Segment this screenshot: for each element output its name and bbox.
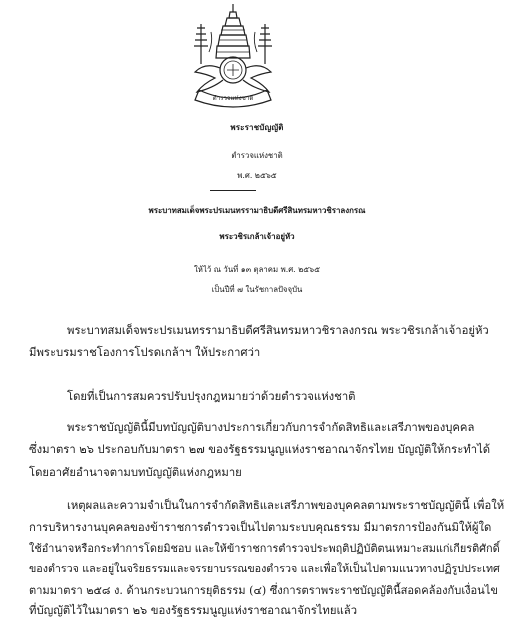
king-name-line-2: พระวชิรเกล้าเจ้าอยู่หัว xyxy=(219,232,295,241)
paragraph-3-line: พระราชบัญญัตินี้มีบทบัญญัติบางประการเกี่ยวกับการจำกัดสิทธิและเสรีภาพของบุคคล xyxy=(67,421,475,434)
paragraph-4-line: ใช้อำนาจหรือกระทำการโดยมิชอบ และให้ข้าราชการตำรวจประพฤติปฏิบัติตนเหมาะสมแก่เกียรติศักดิ์ xyxy=(29,542,500,555)
document-year: พ.ศ. ๒๕๖๕ xyxy=(237,171,277,180)
emblem-ribbon-text: ตำรวจแห่งชาติ xyxy=(212,95,254,102)
document-title: พระราชบัญญัติ xyxy=(230,123,284,132)
royal-emblem-icon xyxy=(187,2,279,108)
king-name-line-1: พระบาทสมเด็จพระปรเมนทรรามาธิบดีศรีสินทรมหาวชิราลงกรณ xyxy=(148,206,366,215)
document-subtitle: ตำรวจแห่งชาติ xyxy=(231,151,283,160)
paragraph-4-line: ตามมาตรา ๒๕๘ ง. ด้านกระบวนการยุติธรรม (๔) ซึ่งการตราพระราชบัญญัตินี้สอดคล้องกับเงื่อนไข xyxy=(29,584,498,597)
reign-year: เป็นปีที่ ๗ ในรัชกาลปัจจุบัน xyxy=(211,285,303,294)
paragraph-4-line: ของตำรวจ และอยู่ในจริยธรรมและจรรยาบรรณของตำรวจ และเพื่อให้เป็นไปตามแนวทางปฏิรูปประเทศ xyxy=(29,562,500,575)
paragraph-1-line: มีพระบรมราชโองการโปรดเกล้าฯ ให้ประกาศว่า xyxy=(29,346,261,359)
paragraph-4-line: การบริหารงานบุคคลของข้าราชการตำรวจเป็นไปตามระบบคุณธรรม มีมาตรการป้องกันมิให้ผู้ใด xyxy=(29,521,492,534)
paragraph-3-line: ซึ่งมาตรา ๒๖ ประกอบกับมาตรา ๒๗ ของรัฐธรรมนูญแห่งราชอาณาจักรไทย บัญญัติให้กระทำได้ xyxy=(29,443,491,456)
paragraph-1-line: พระบาทสมเด็จพระปรเมนทรรามาธิบดีศรีสินทรมหาวชิราลงกรณ พระวชิรเกล้าเจ้าอยู่หัว xyxy=(67,324,489,337)
header-divider xyxy=(210,190,256,191)
paragraph-4-line: ที่บัญญัติไว้ในมาตรา ๒๖ ของรัฐธรรมนูญแห่งราชอาณาจักรไทยแล้ว xyxy=(29,604,358,617)
paragraph-2-line: โดยที่เป็นการสมควรปรับปรุงกฎหมายว่าด้วยตำรวจแห่งชาติ xyxy=(67,390,356,403)
given-date: ให้ไว้ ณ วันที่ ๑๓ ตุลาคม พ.ศ. ๒๕๖๕ xyxy=(194,265,320,274)
paragraph-4-line: เหตุผลและความจำเป็นในการจำกัดสิทธิและเสรีภาพของบุคคลตามพระราชบัญญัตินี้ เพื่อให้ xyxy=(67,499,505,512)
paragraph-3-line: โดยอาศัยอำนาจตามบทบัญญัติแห่งกฎหมาย xyxy=(29,466,242,479)
